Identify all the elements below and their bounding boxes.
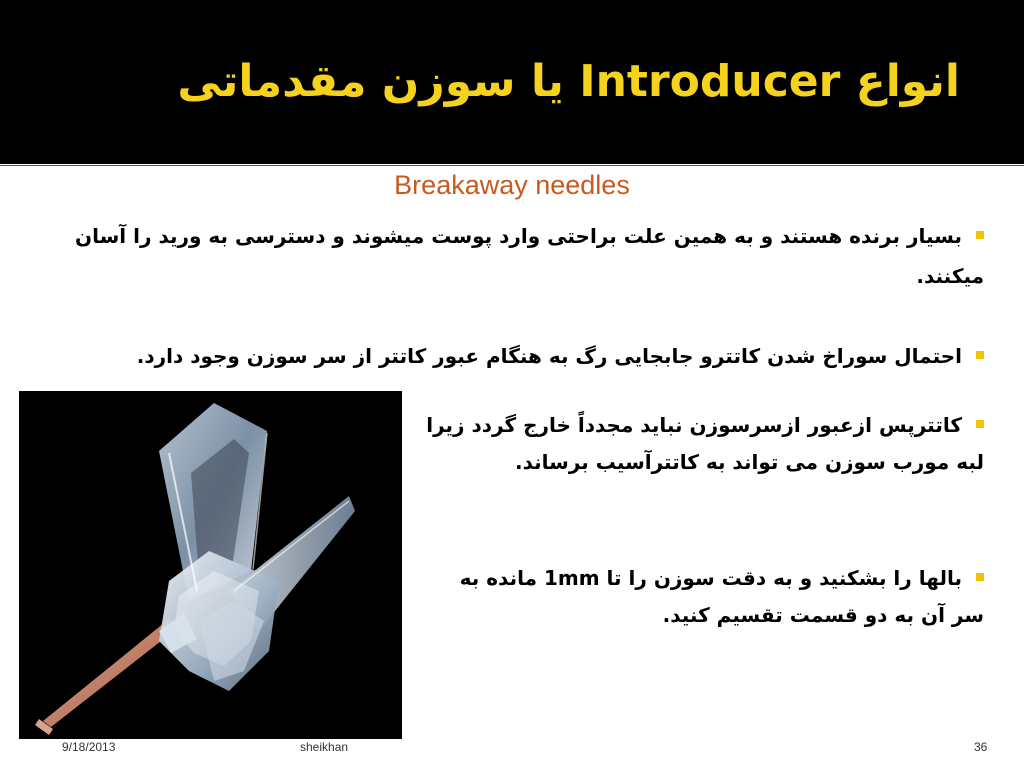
bullet-item-2 <box>14 336 984 376</box>
bullet-text-4: بالها را بشکنید و به دقت سوزن را تا 1mm مانده به سر آن به دو قسمت تقسیم کنید. <box>459 566 984 627</box>
footer-page-number: 36 <box>974 740 988 754</box>
bullet-text-2: احتمال سوراخ شدن کاتترو جابجایی رگ به هنگام عبور کاتتر از سر سوزن وجود دارد. <box>136 344 962 368</box>
bullet-square-icon <box>976 420 984 428</box>
breakaway-needle-illustration <box>19 391 402 739</box>
bullet-square-icon <box>976 573 984 581</box>
bullet-item-4 <box>424 560 984 634</box>
bullet-text-3: کاتترپس ازعبور ازسرسوزن نباید مجدداً خارج گردد زیرا لبه مورب سوزن می تواند به کاتترآسیب برساند. <box>426 413 984 474</box>
slide-title: انواع Introducer یا سوزن مقدماتی <box>177 56 960 107</box>
bullet-text-1: بسیار برنده هستند و به همین علت براحتی وارد پوست میشوند و دسترسی به ورید را آسان میکنند. <box>75 224 984 288</box>
bullet-square-icon <box>976 351 984 359</box>
footer-author: sheikhan <box>300 740 349 754</box>
bullet-item-3 <box>424 407 984 481</box>
bullet-item-1 <box>14 216 984 296</box>
footer-date: 9/18/2013 <box>62 740 116 754</box>
bullet-square-icon <box>976 231 984 239</box>
needle-photo <box>19 391 402 739</box>
slide-subtitle: Breakaway needles <box>394 170 630 200</box>
title-divider-thin <box>0 165 1024 166</box>
title-divider <box>0 160 1024 164</box>
